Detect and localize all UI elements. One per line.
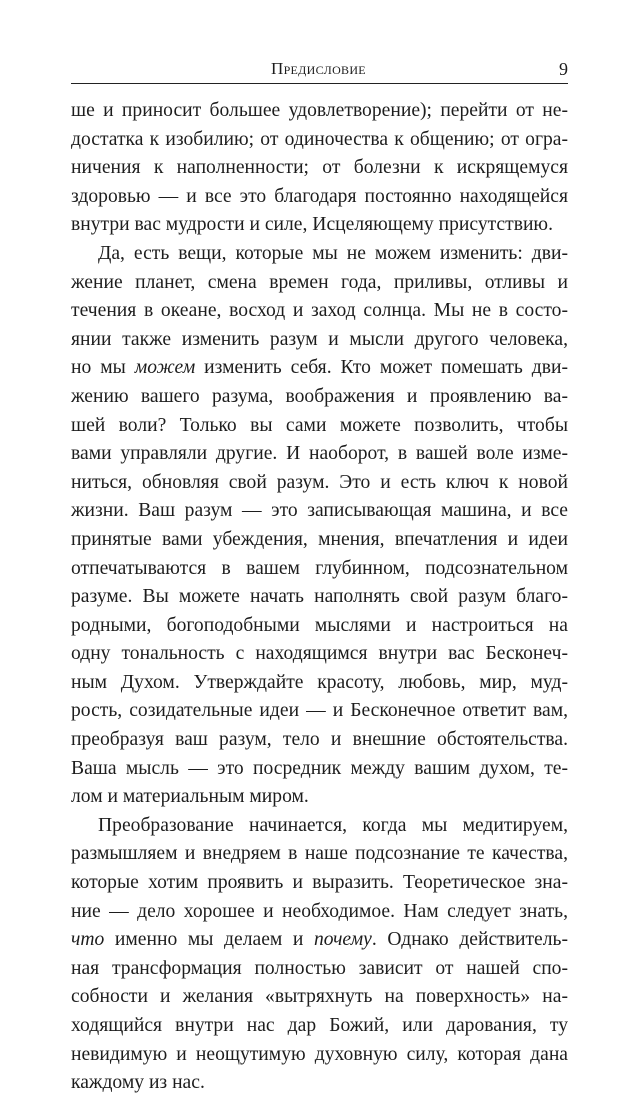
text-run: жению вашего разума, воображения и проявлению ва-	[71, 385, 568, 407]
text-run: течения в океане, восход и заход солнца. Мы не в состо-	[71, 300, 568, 322]
text-line	[71, 354, 568, 383]
running-head	[71, 58, 568, 82]
text-run: жизни. Ваш разум — это записывающая машина, и все	[71, 500, 568, 522]
text-run: жение планет, смена времен года, приливы, отливы и	[71, 271, 568, 293]
text-line	[71, 526, 568, 555]
text-run: каждому из нас.	[71, 1072, 205, 1094]
text-line	[71, 640, 568, 669]
text-run: изменить себя. Кто может помешать дви-	[195, 357, 568, 379]
text-run: Ваша мысль — это посредник между вашим духом, те-	[71, 757, 568, 779]
text-run: внутри вас мудрости и силе, Исцеляющему присутствию.	[71, 214, 553, 236]
paragraph	[71, 812, 568, 1098]
text-line	[71, 783, 568, 812]
text-line	[71, 497, 568, 526]
paragraph	[71, 240, 568, 812]
text-run: размышляем и внедряем в наше подсознание те качества,	[71, 843, 568, 865]
text-run: Преобразование начинается, когда мы медитируем,	[98, 814, 568, 836]
text-line	[71, 726, 568, 755]
text-line	[71, 269, 568, 298]
text-line	[71, 926, 568, 955]
text-run: преобразуя ваш разум, тело и внешние обстоятельства.	[71, 729, 568, 751]
text-run: здоровью — и все это благодаря постоянно находящейся	[71, 185, 568, 207]
text-run: принятые вами убеждения, мнения, впечатления и идеи	[71, 528, 568, 550]
text-run: рость, созидательные идеи — и Бесконечное ответит вам,	[71, 700, 568, 722]
text-run: янии также изменить разум и мысли другого человека,	[71, 328, 568, 350]
italic-text: почему	[314, 929, 372, 951]
text-line	[71, 755, 568, 784]
text-run: невидимую и неощутимую духовную силу, которая дана	[71, 1043, 568, 1065]
text-line	[71, 211, 568, 240]
text-run: ным Духом. Утверждайте красоту, любовь, мир, муд-	[71, 671, 568, 693]
text-run: которые хотим проявить и выразить. Теоретическое зна-	[71, 872, 568, 894]
text-run: ходящийся внутри нас дар Божий, или дарования, ту	[71, 1015, 568, 1036]
text-line	[71, 326, 568, 355]
text-run: ние — дело хорошее и необходимое. Нам следует знать,	[71, 900, 568, 922]
text-run: разуме. Вы можете начать наполнять свой разум благо-	[71, 586, 568, 608]
text-line	[71, 583, 568, 612]
text-line	[71, 983, 568, 1012]
text-run: . Однако действитель-	[371, 929, 568, 951]
text-run: достатка к изобилию; от одиночества к общению; от огра-	[71, 128, 568, 150]
text-run: одну тональность с находящимся внутри вас Бесконеч-	[71, 643, 568, 665]
text-run: отпечатываются в вашем глубинном, подсознательном	[71, 557, 568, 579]
header-rule	[71, 83, 568, 84]
text-run: собности и желания «вытряхнуть на поверхность» на-	[71, 986, 568, 1008]
text-line	[71, 840, 568, 869]
text-line	[71, 1012, 568, 1041]
text-run: шей воли? Только вы сами можете позволить, чтобы	[71, 414, 568, 436]
text-line	[71, 126, 568, 155]
italic-text: что	[71, 929, 105, 951]
text-run: Да, есть вещи, которые мы не можем изменить: дви-	[98, 242, 568, 264]
page-number: 9	[559, 59, 568, 79]
text-run: ная трансформация полностью зависит от нашей спо-	[71, 957, 568, 979]
text-line	[71, 612, 568, 641]
text-run: ше и приносит большее удовлетворение); перейти от не-	[71, 100, 568, 121]
text-line	[71, 955, 568, 984]
text-line	[71, 697, 568, 726]
paragraph	[71, 97, 568, 240]
text-line	[71, 183, 568, 212]
text-run: вами управляли другие. И наоборот, в вашей воле изме-	[71, 443, 568, 465]
text-run: ниться, обновляя свой разум. Это и есть ключ к новой	[71, 471, 568, 493]
text-run: лом и материальным миром.	[71, 786, 309, 808]
text-line	[71, 898, 568, 927]
text-line	[71, 555, 568, 584]
text-run: именно мы делаем и	[104, 929, 314, 951]
text-line	[71, 154, 568, 183]
text-line	[71, 97, 568, 126]
text-line	[71, 1069, 568, 1098]
text-line	[71, 469, 568, 498]
text-line	[71, 383, 568, 412]
text-line	[71, 240, 568, 269]
text-line	[71, 440, 568, 469]
body-text	[71, 97, 568, 1098]
text-run: но мы	[71, 357, 135, 379]
text-line	[71, 412, 568, 441]
text-run: родными, богоподобными мыслями и настроиться на	[71, 614, 568, 636]
chapter-title: Предисловие	[271, 59, 366, 78]
text-line	[71, 669, 568, 698]
text-line	[71, 812, 568, 841]
text-line	[71, 1041, 568, 1070]
text-line	[71, 297, 568, 326]
text-line	[71, 869, 568, 898]
italic-text: можем	[134, 357, 196, 379]
text-run: ничения к наполненности; от болезни к искрящемуся	[71, 157, 568, 179]
